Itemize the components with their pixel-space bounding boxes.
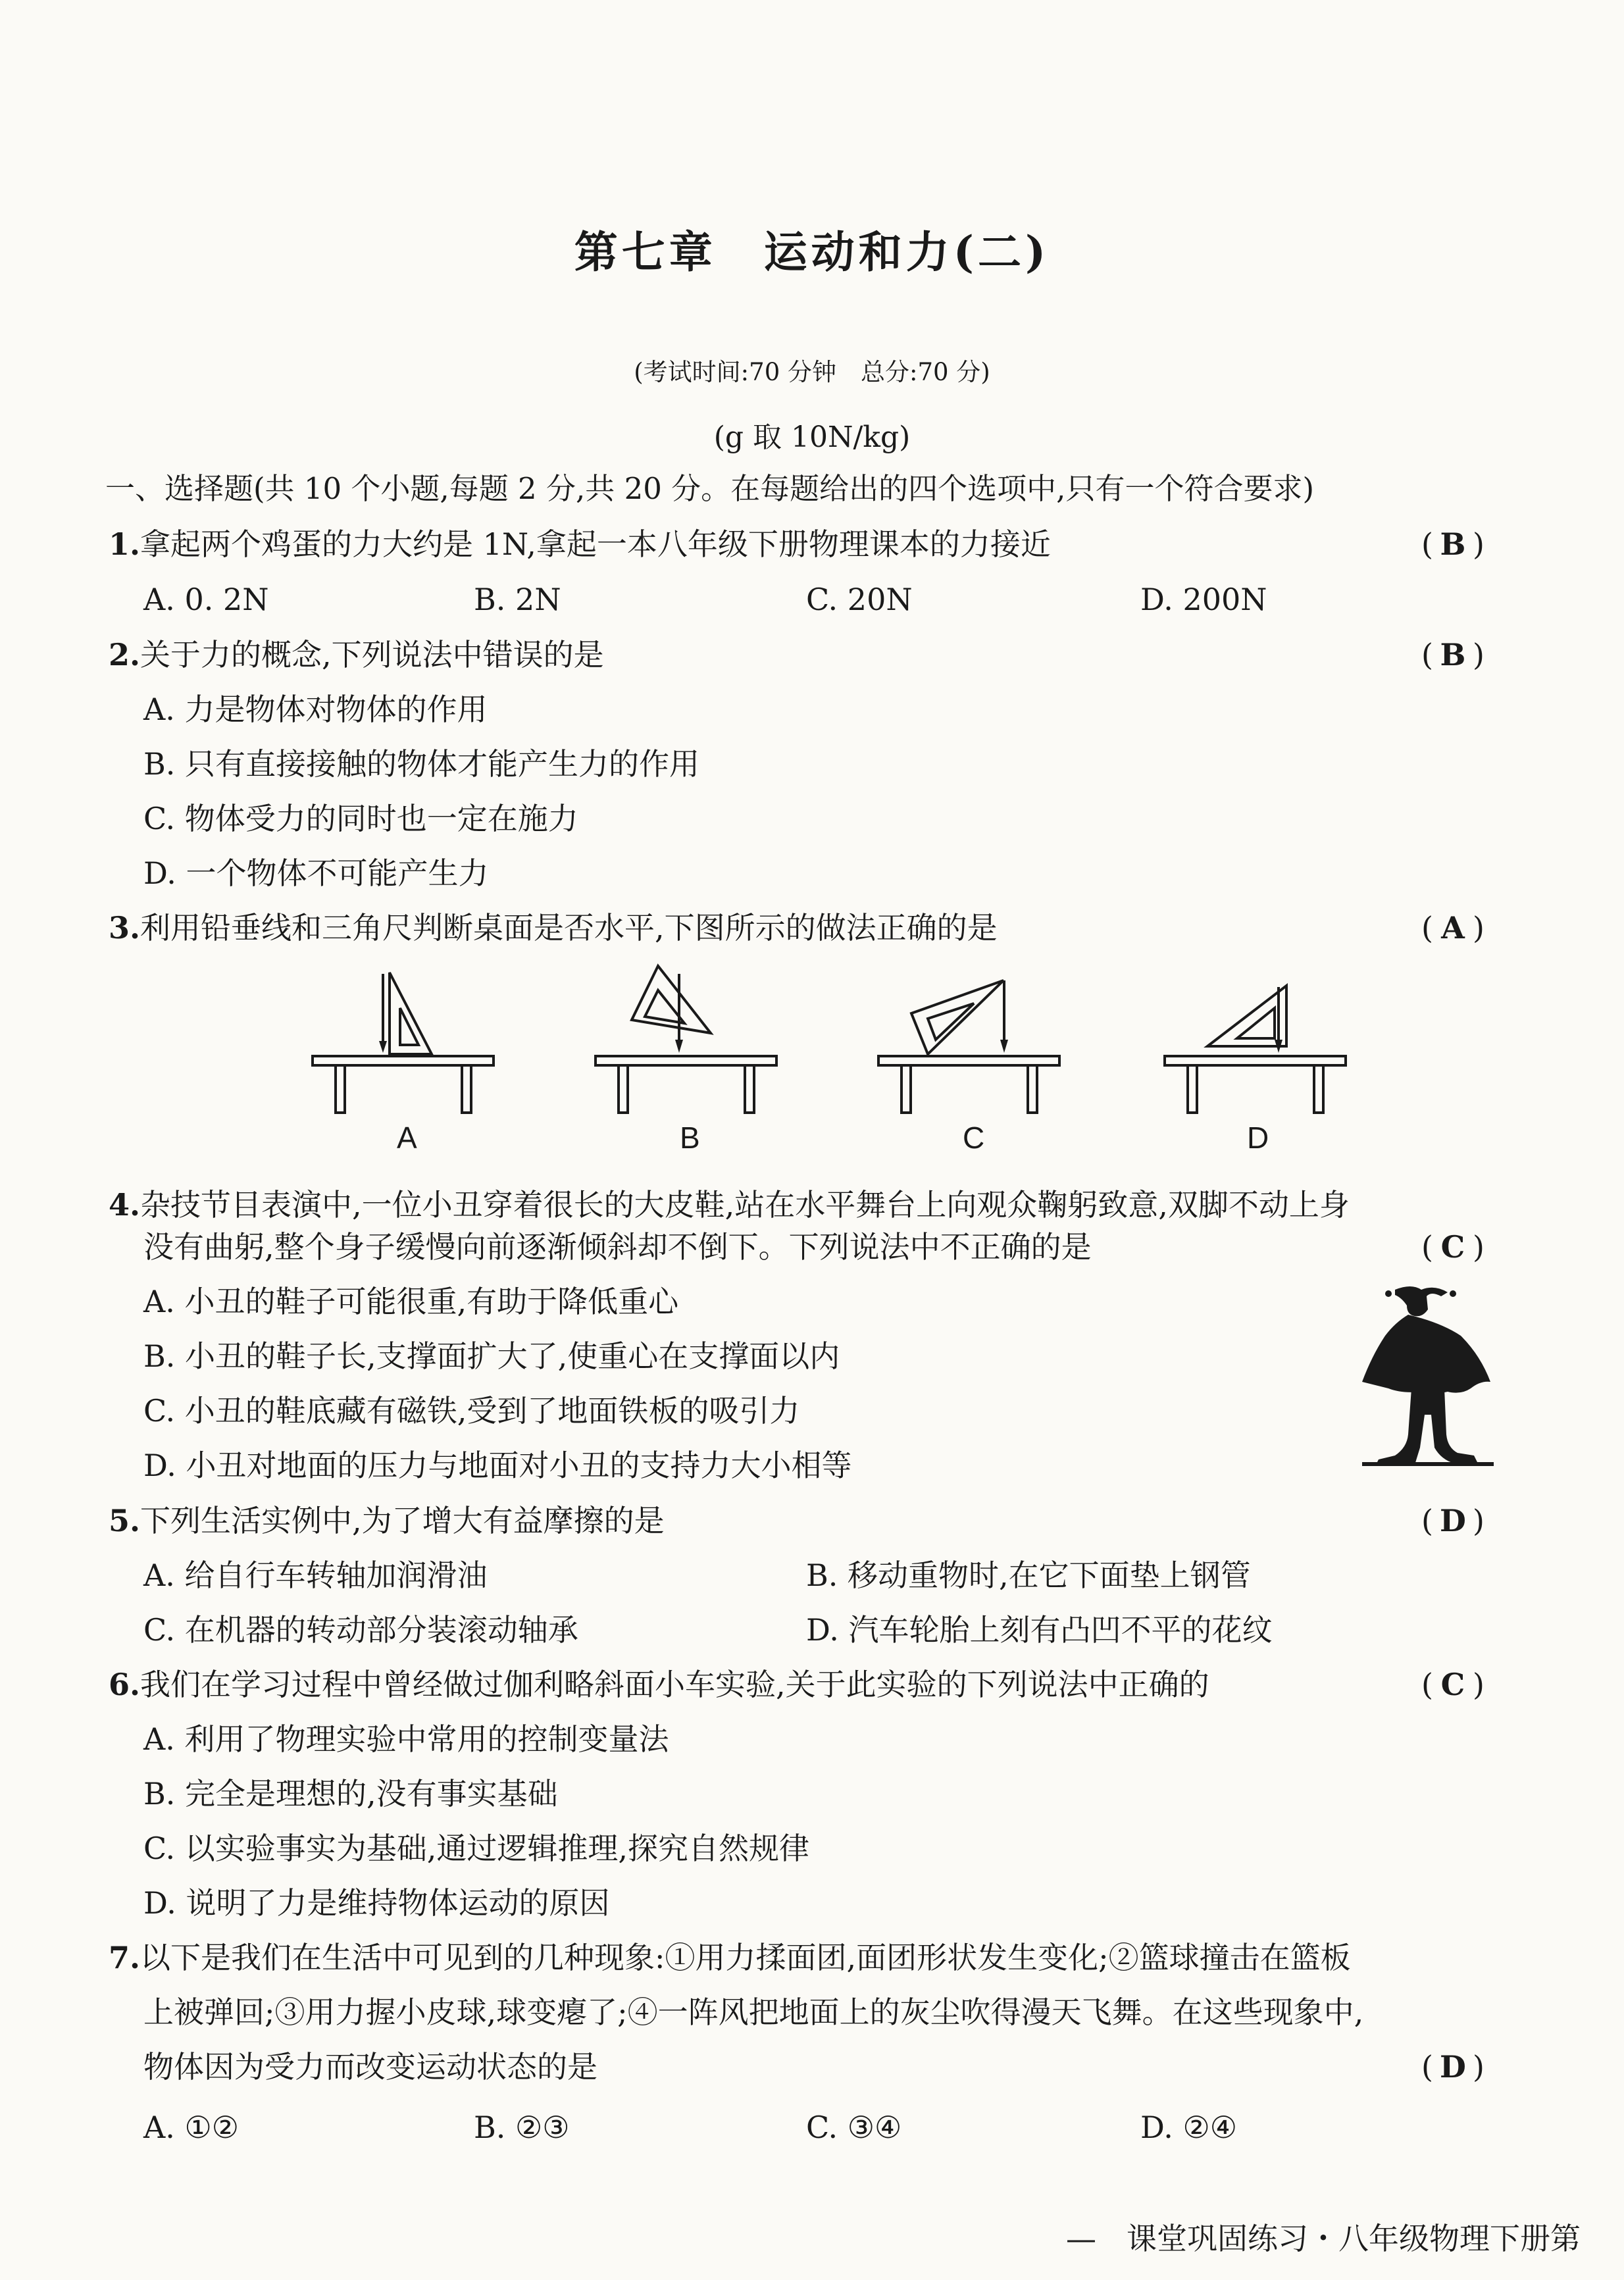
figure-label-a: A — [397, 1121, 417, 1155]
constant-note: (g 取 10N/kg) — [713, 420, 911, 454]
question-6-option: A. 利用了物理实验中常用的控制变量法 — [143, 1721, 669, 1757]
figure-table-a — [309, 967, 500, 1119]
question-number: 4. — [109, 1187, 141, 1223]
question-3-answer: ( A ) — [1421, 910, 1484, 946]
question-1-answer: ( B ) — [1421, 526, 1484, 562]
question-4-option: C. 小丑的鞋底藏有磁铁,受到了地面铁板的吸引力 — [143, 1393, 800, 1429]
figure-label-b: B — [680, 1121, 700, 1155]
question-number: 1. — [109, 526, 141, 562]
clown-figure — [1349, 1283, 1507, 1474]
section-heading: 一、选择题(共 10 个小题,每题 2 分,共 20 分。在每题给出的四个选项中,只有一个符合要求) — [105, 471, 1315, 506]
question-5-option: B. 移动重物时,在它下面垫上钢管 — [806, 1558, 1251, 1593]
question-number: 6. — [109, 1667, 141, 1702]
question-1-option: B. 2N — [474, 582, 561, 617]
question-7-option: D. ②④ — [1140, 2110, 1237, 2145]
question-number: 2. — [109, 637, 141, 672]
question-7-option: B. ②③ — [474, 2110, 570, 2145]
question-1-stem: 1.拿起两个鸡蛋的力大约是 1N,拿起一本八年级下册物理课本的力接近 — [109, 526, 1051, 562]
question-6-option: B. 完全是理想的,没有事实基础 — [143, 1776, 558, 1811]
figure-table-d — [1161, 967, 1352, 1119]
exam-info: (考试时间:70 分钟 总分:70 分) — [634, 358, 990, 386]
question-3-stem: 3.利用铅垂线和三角尺判断桌面是否水平,下图所示的做法正确的是 — [109, 910, 998, 946]
question-4-option: D. 小丑对地面的压力与地面对小丑的支持力大小相等 — [143, 1448, 852, 1483]
question-7-stem: 7.以下是我们在生活中可见到的几种现象:①用力揉面团,面团形状发生变化;②篮球撞击在篮板 — [109, 1940, 1351, 1975]
question-7-answer: ( D ) — [1421, 2049, 1484, 2085]
question-number: 3. — [109, 910, 141, 946]
figure-label-d: D — [1247, 1121, 1269, 1155]
question-2-answer: ( B ) — [1421, 637, 1484, 672]
question-2-option: C. 物体受力的同时也一定在施力 — [143, 801, 578, 836]
figure-table-c — [875, 961, 1066, 1119]
question-2-option: A. 力是物体对物体的作用 — [143, 692, 488, 727]
page-footer: — 课堂巩固练习・八年级物理下册第 — [1066, 2221, 1581, 2256]
question-1-option: A. 0. 2N — [143, 582, 269, 617]
figure-label-c: C — [963, 1121, 985, 1155]
question-6-option: C. 以实验事实为基础,通过逻辑推理,探究自然规律 — [143, 1831, 810, 1866]
question-6-stem: 6.我们在学习过程中曾经做过伽利略斜面小车实验,关于此实验的下列说法中正确的 — [109, 1667, 1209, 1702]
question-5-answer: ( D ) — [1421, 1503, 1484, 1538]
question-1-option: D. 200N — [1140, 582, 1267, 617]
question-7-option: C. ③④ — [806, 2110, 902, 2145]
question-7-option: A. ①② — [143, 2110, 239, 2145]
question-6-answer: ( C ) — [1421, 1667, 1484, 1702]
question-4-option: A. 小丑的鞋子可能很重,有助于降低重心 — [143, 1284, 679, 1319]
question-2-option: B. 只有直接接触的物体才能产生力的作用 — [143, 746, 700, 782]
question-5-option: D. 汽车轮胎上刻有凸凹不平的花纹 — [806, 1612, 1273, 1648]
figure-table-b — [592, 961, 783, 1119]
question-5-option: C. 在机器的转动部分装滚动轴承 — [143, 1612, 578, 1648]
question-4-option: B. 小丑的鞋子长,支撑面扩大了,使重心在支撑面以内 — [143, 1338, 840, 1374]
question-6-option: D. 说明了力是维持物体运动的原因 — [143, 1885, 610, 1921]
question-2-option: D. 一个物体不可能产生力 — [143, 855, 489, 891]
question-5-stem: 5.下列生活实例中,为了增大有益摩擦的是 — [109, 1503, 665, 1538]
question-1-option: C. 20N — [806, 582, 913, 617]
page-title: 第七章 运动和力(二) — [574, 226, 1050, 278]
question-4-stem-cont: 没有曲躬,整个身子缓慢向前逐渐倾斜却不倒下。下列说法中不正确的是 — [143, 1229, 1092, 1265]
question-4-answer: ( C ) — [1421, 1229, 1484, 1265]
question-number: 7. — [109, 1940, 141, 1975]
question-number: 5. — [109, 1503, 141, 1538]
question-2-stem: 2.关于力的概念,下列说法中错误的是 — [109, 637, 604, 672]
question-7-stem-cont: 上被弹回;③用力握小皮球,球变瘪了;④一阵风把地面上的灰尘吹得漫天飞舞。在这些现象中, — [143, 1994, 1364, 2030]
question-7-stem-cont: 物体因为受力而改变运动状态的是 — [143, 2049, 597, 2085]
question-4-stem: 4.杂技节目表演中,一位小丑穿着很长的大皮鞋,站在水平舞台上向观众鞠躬致意,双脚不动上身 — [109, 1187, 1350, 1223]
question-5-option: A. 给自行车转轴加润滑油 — [143, 1558, 488, 1593]
